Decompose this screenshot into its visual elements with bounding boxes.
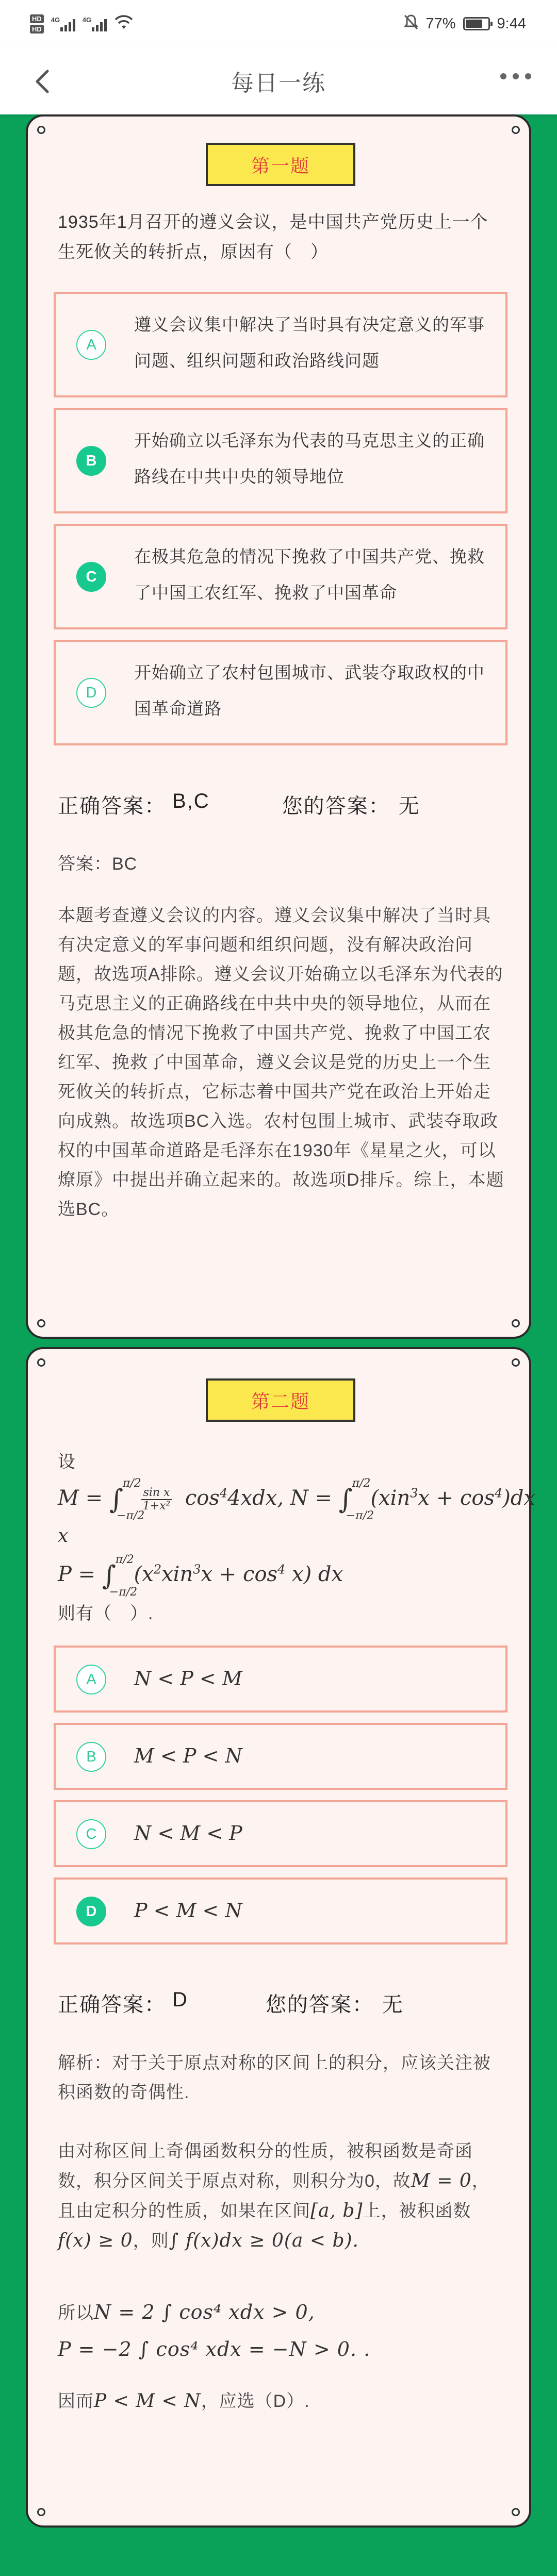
question-stem-end: 则有（ ）. (58, 1604, 154, 1623)
page-title: 每日一练 (231, 71, 326, 96)
analysis-text: 由对称区间上奇偶函数积分的性质，被积函数是奇函数，积分区间关于原点对称，则积分为0，故 (58, 2141, 473, 2191)
more-dots-icon[interactable] (500, 73, 531, 79)
stem-tail: x (58, 1525, 69, 1547)
option-a[interactable] (54, 292, 507, 397)
fraction: $\frac{\text{sin x}}{\text{1+x²}}$ (141, 1487, 172, 1513)
rivet-icon (512, 2508, 520, 2516)
analysis-text: 所以 (58, 2303, 94, 2323)
option-text: N < P < M (134, 1667, 242, 1690)
formula-text: $\cos^44xdx$, N = (178, 1486, 339, 1510)
option-text: P < M < N (134, 1899, 242, 1922)
answer-line: 答案：BC (58, 854, 138, 874)
correct-answer-value: D (172, 1988, 188, 2011)
option-text: 开始确立了农村包围城市、武装夺取政权的中国革命道路 (134, 663, 485, 718)
signal-icon (51, 16, 75, 31)
option-key: C (76, 1819, 106, 1849)
integral-sign: ∫ π/2 −π/2 (338, 1477, 374, 1522)
option-text: 在极其危急的情况下挽救了中国共产党、挽救了中国工农红军、挽救了中国革命 (134, 547, 485, 602)
analysis-text: 上，被积函数 (363, 2201, 471, 2221)
option-text: M < P < N (134, 1744, 242, 1767)
formula-text: P = (58, 1563, 102, 1586)
formula-text: $(xin^3x + \cos^4)dx$ (370, 1486, 536, 1510)
nav-bar (0, 47, 557, 114)
your-answer-value: 无 (382, 1993, 404, 2016)
signal-label: 4G (82, 16, 92, 24)
question-card-2 (26, 1347, 536, 2528)
back-arrow-icon[interactable] (31, 69, 56, 94)
option-key: D (76, 678, 106, 708)
clock: 9:44 (497, 15, 526, 32)
rivet-icon (37, 126, 45, 134)
option-key: A (76, 330, 106, 360)
math-inline: M = 0 (411, 2170, 472, 2191)
analysis-property (58, 2137, 506, 2256)
rivet-icon (37, 2508, 45, 2516)
math-inline: P = −2 ∫ cos⁴ xdx = −N > 0. . (58, 2338, 371, 2361)
option-key: A (76, 1665, 106, 1694)
correct-answer-label: 正确答案： (58, 795, 166, 818)
explanation-text: 本题考查遵义会议的内容。遵义会议集中解决了当时具有决定意义的军事问题和组织问题，没有解决政治问题，故选项A排除。遵义会议开始确立以毛泽东为代表的马克思主义的正确路线在中共中央的领导地位，从而在极其危急的情况下挽救了中国共产党、挽救了中国工农红军、挽救了中国革命，遵义会议是党的历史上一个生死攸关的转折点，它标志着中国共产党在政治上开始走向成熟。故选项BC入选。农村包围上城市、武装夺取政权的中国革命道路是毛泽东在1930年《星星之火，可以燎原》中提出并确立起来的。故选项D排斥。综上，本题选BC。 (58, 906, 504, 1219)
analysis-conclusion-n (58, 2298, 506, 2328)
signal-label: 4G (51, 16, 60, 24)
math-inline: N = 2 ∫ cos⁴ xdx > 0, (94, 2301, 315, 2323)
answer-summary (58, 790, 420, 819)
question-stem-intro: 设 (58, 1452, 76, 1472)
formula-text: M = (58, 1486, 109, 1510)
rivet-icon (512, 126, 520, 134)
question-label: 第一题 (206, 143, 355, 186)
correct-answer-label: 正确答案： (58, 1993, 166, 2016)
option-a[interactable] (54, 1646, 507, 1713)
analysis-text: ，则 (133, 2231, 169, 2251)
math-inline: ∫ f(x)dx ≥ 0(a < b). (169, 2230, 359, 2251)
math-inline: [a, b] (310, 2200, 363, 2221)
option-text: N < M < P (134, 1822, 242, 1844)
integral-sign: ∫ π/2 −π/2 (102, 1553, 138, 1599)
status-right (403, 14, 527, 34)
option-c[interactable] (54, 524, 507, 629)
option-text: 开始确立以毛泽东为代表的马克思主义的正确路线在中共中央的领导地位 (134, 431, 485, 486)
formula-m-n (58, 1477, 536, 1522)
question-card-1 (26, 114, 531, 1339)
analysis-final (58, 2386, 506, 2416)
option-key: B (76, 1742, 106, 1772)
your-answer-label: 您的答案： (265, 1993, 374, 2016)
option-key: B (76, 446, 106, 476)
option-b[interactable] (54, 1723, 507, 1790)
rivet-icon (512, 1358, 520, 1367)
option-c[interactable] (54, 1800, 507, 1867)
signal-icon (83, 16, 107, 31)
option-d[interactable] (54, 640, 507, 745)
rivet-icon (37, 1358, 45, 1367)
status-bar (0, 0, 557, 47)
rivet-icon (37, 1319, 45, 1327)
question-stem: 1935年1月召开的遵义会议，是中国共产党历史上一个生死攸关的转折点，原因有（ ） (58, 212, 488, 262)
your-answer-label: 您的答案： (282, 795, 390, 818)
hd-badge: HD (30, 14, 44, 23)
correct-answer-value: B,C (172, 790, 210, 812)
math-inline: f(x) ≥ 0 (58, 2230, 133, 2251)
option-text: 遵义会议集中解决了当时具有决定意义的军事问题、组织问题和政治路线问题 (134, 315, 485, 370)
analysis-text: 因而 (58, 2391, 94, 2411)
hd-icon (30, 14, 44, 34)
analysis-text: ，应选（D）. (201, 2391, 310, 2411)
rivet-icon (512, 1319, 520, 1327)
status-left (30, 14, 134, 34)
integral-sign: ∫ π/2 −π/2 (109, 1477, 145, 1522)
your-answer-value: 无 (398, 795, 420, 818)
question-label: 第二题 (206, 1378, 355, 1422)
answer-summary (58, 1988, 404, 2018)
formula-text: $(x^2xin^3x + \cos^4 x)$ dx (134, 1562, 343, 1586)
option-d[interactable] (54, 1877, 507, 1945)
math-inline: P < M < N (94, 2390, 201, 2412)
option-key: D (76, 1897, 106, 1926)
hd-badge: HD (30, 25, 44, 34)
mute-bell-icon (403, 14, 419, 34)
formula-p (58, 1553, 343, 1599)
wifi-icon (114, 14, 134, 33)
battery-percent: 77% (425, 15, 456, 32)
analysis-text: ，且由定积分的性质，如果在区间 (58, 2171, 490, 2221)
analysis-intro: 解析：对于关于原点对称的区间上的积分，应该关注被积函数的奇偶性. (58, 2053, 491, 2102)
analysis-conclusion-p (58, 2335, 506, 2365)
option-b[interactable] (54, 408, 507, 513)
option-key: C (76, 562, 106, 592)
battery-icon (463, 17, 490, 30)
